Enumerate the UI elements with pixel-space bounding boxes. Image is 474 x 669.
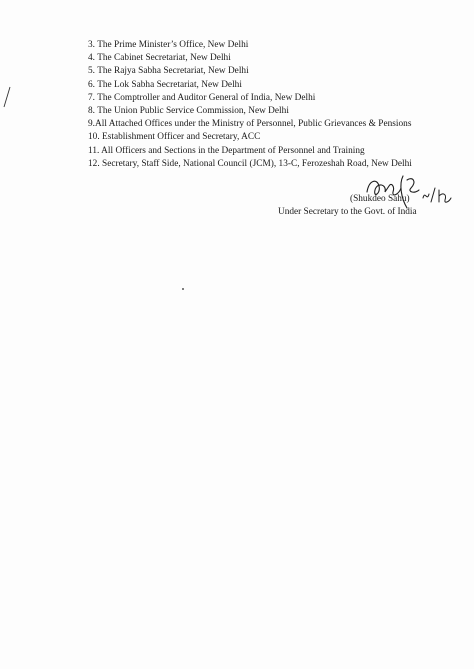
list-item: 3. The Prime Minister’s Office, New Delhi xyxy=(88,40,249,50)
signatory-name: (Shukdeo Sahu) xyxy=(350,194,410,204)
list-item: 6. The Lok Sabha Secretariat, New Delhi xyxy=(88,79,242,90)
list-item: 11. All Officers and Sections in the Department of Personnel and Training xyxy=(88,145,365,156)
distribution-list xyxy=(88,39,412,171)
scan-speck xyxy=(182,288,184,290)
list-item: 8. The Union Public Service Commission, New Delhi xyxy=(88,106,289,117)
list-item: 9.All Attached Offices under the Ministry of Personnel, Public Grievances & Pensions xyxy=(88,119,412,130)
list-item: 10. Establishment Officer and Secretary, ACC xyxy=(88,132,261,143)
list-item: 5. The Rajya Sabha Secretariat, New Delhi xyxy=(88,66,249,77)
signatory-designation: Under Secretary to the Govt. of India xyxy=(278,207,417,217)
list-item: 12. Secretary, Staff Side, National Council (JCM), 13-C, Ferozeshah Road, New Delhi xyxy=(88,158,412,169)
list-item: 4. The Cabinet Secretariat, New Delhi xyxy=(88,53,231,64)
list-item: 7. The Comptroller and Auditor General of India, New Delhi xyxy=(88,92,316,103)
handwritten-signature xyxy=(365,172,465,212)
margin-pen-mark xyxy=(2,86,12,108)
